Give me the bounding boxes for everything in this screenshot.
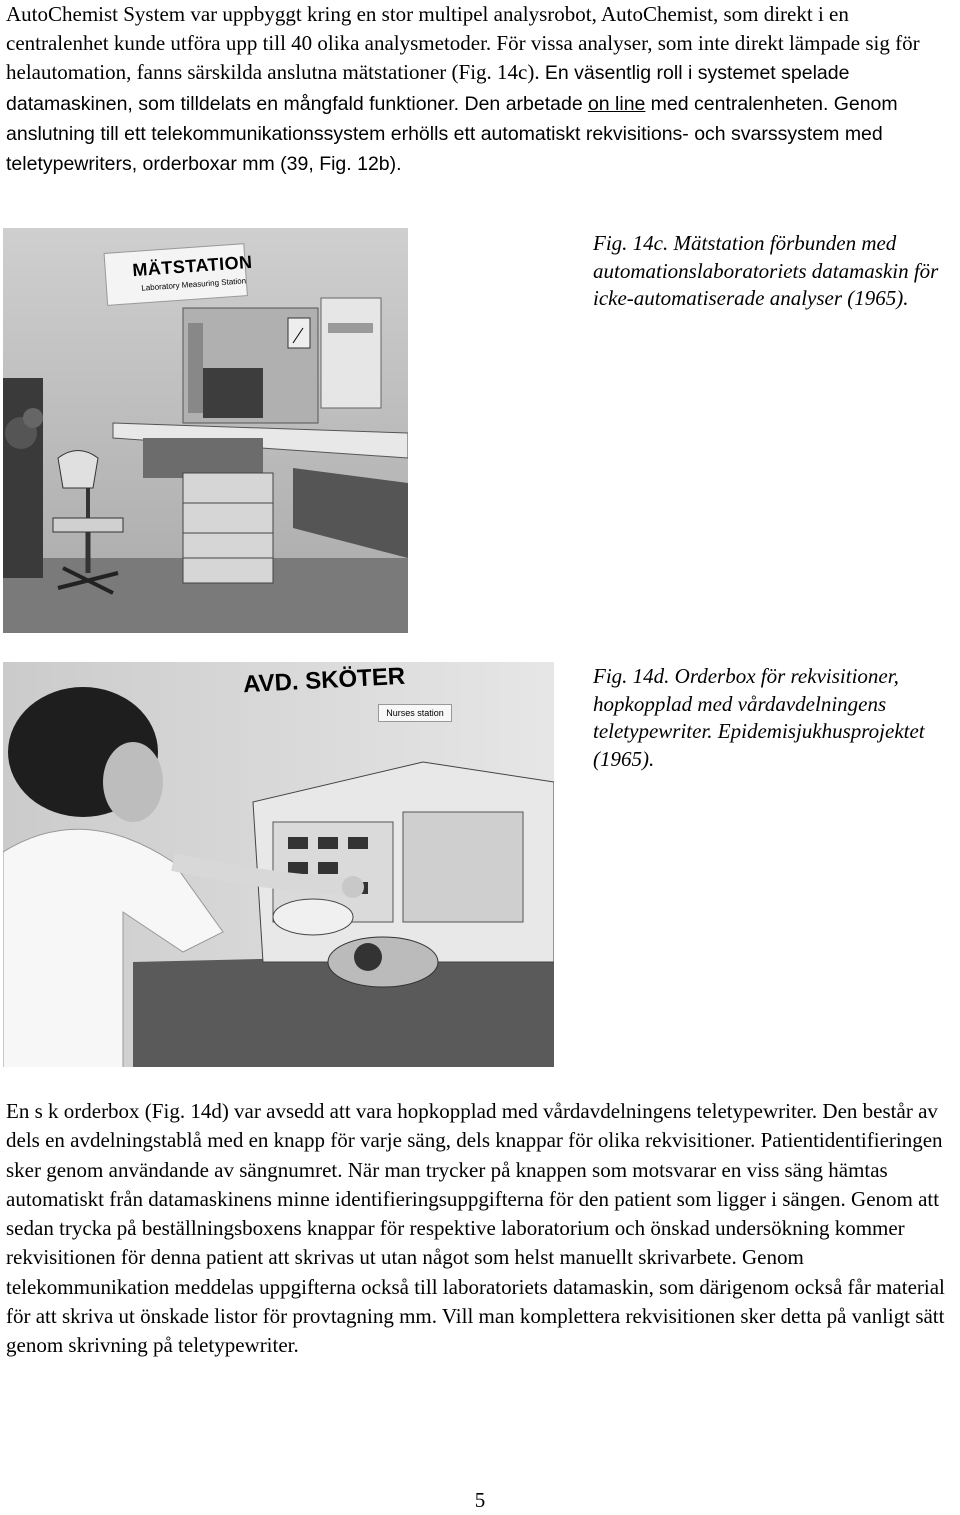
- sign-main-text: AVD. SKÖTER: [242, 662, 406, 699]
- body-paragraph: En s k orderbox (Fig. 14d) var avsedd att vara hopkopplad med vårdavdelningens teletypewriter. Den består av dels en avdelningstablå med en knapp för varje säng, dels knappar för olika rekvisitioner. Patientidentifieringen sker genom användande av sängnumret. När man trycker på knappen som motsvarar en viss säng hämtas automatiskt från datamaskinens minne identifieringsuppgifterna för den patient som ligger i sängen. Genom att sedan trycka på beställningsboxens knappar för respektive laboratorium och önskad undersökning kommer rekvisitionen för denna patient att skrivas ut utan något som helst manuellt skrivarbete. Genom telekommunikation meddelas uppgifterna också till laboratoriets datamaskin, som därigenom också får material för att skriva ut önskade listor för provtagning mm. Vill man komplettera rekvisitionen sker detta på vanligt sätt genom skrivning på teletypewriter.: [6, 1099, 945, 1358]
- intro-text-3: med centralenheten.: [650, 92, 829, 115]
- page-number: 5: [474, 1488, 486, 1512]
- figure-14c-caption: Fig. 14c. Mätstation förbunden med automationslaboratoriets datamaskin för icke-automatiserade analyser (1965).: [593, 231, 939, 310]
- intro-paragraph: [6, 0, 954, 179]
- photo-measuring-station: [3, 228, 408, 633]
- intro-text-2: En väsentlig roll i systemet spelade datamaskinen, som tilldelats en mångfald funktioner. Den arbetade: [6, 62, 850, 115]
- photo-sign-nurses-station: [243, 662, 554, 742]
- sign-sub-text: Nurses station: [378, 704, 452, 722]
- intro-text-1: AutoChemist System var uppbyggt kring en stor multipel analysrobot, AutoChemist, som direkt i en centralenhet kunde utföra upp till 40 olika analysmetoder. För vissa analyser, som inte direkt lämpade sig för helautomation, fanns särskilda anslutna mätstationer (Fig. 14c).: [6, 2, 920, 85]
- photo-orderbox: [3, 662, 554, 1067]
- on-line-term: on line: [587, 92, 646, 115]
- sign-main-text: MÄTSTATION: [131, 251, 254, 281]
- intro-text-4: Genom anslutning till ett telekommunikationssystem erhölls ett automatiskt rekvisitions- och svarssystem med teletypewriters, orderboxar mm (39, Fig. 12b).: [6, 92, 898, 176]
- sign-sub-text: Laboratory Measuring Station: [141, 276, 247, 293]
- photo-sign-measuring-station: [123, 243, 262, 304]
- figure-14d-caption: Fig. 14d. Orderbox för rekvisitioner, hopkopplad med vårdavdelningens teletypewriter. Epidemisjukhusprojektet (1965).: [593, 664, 925, 771]
